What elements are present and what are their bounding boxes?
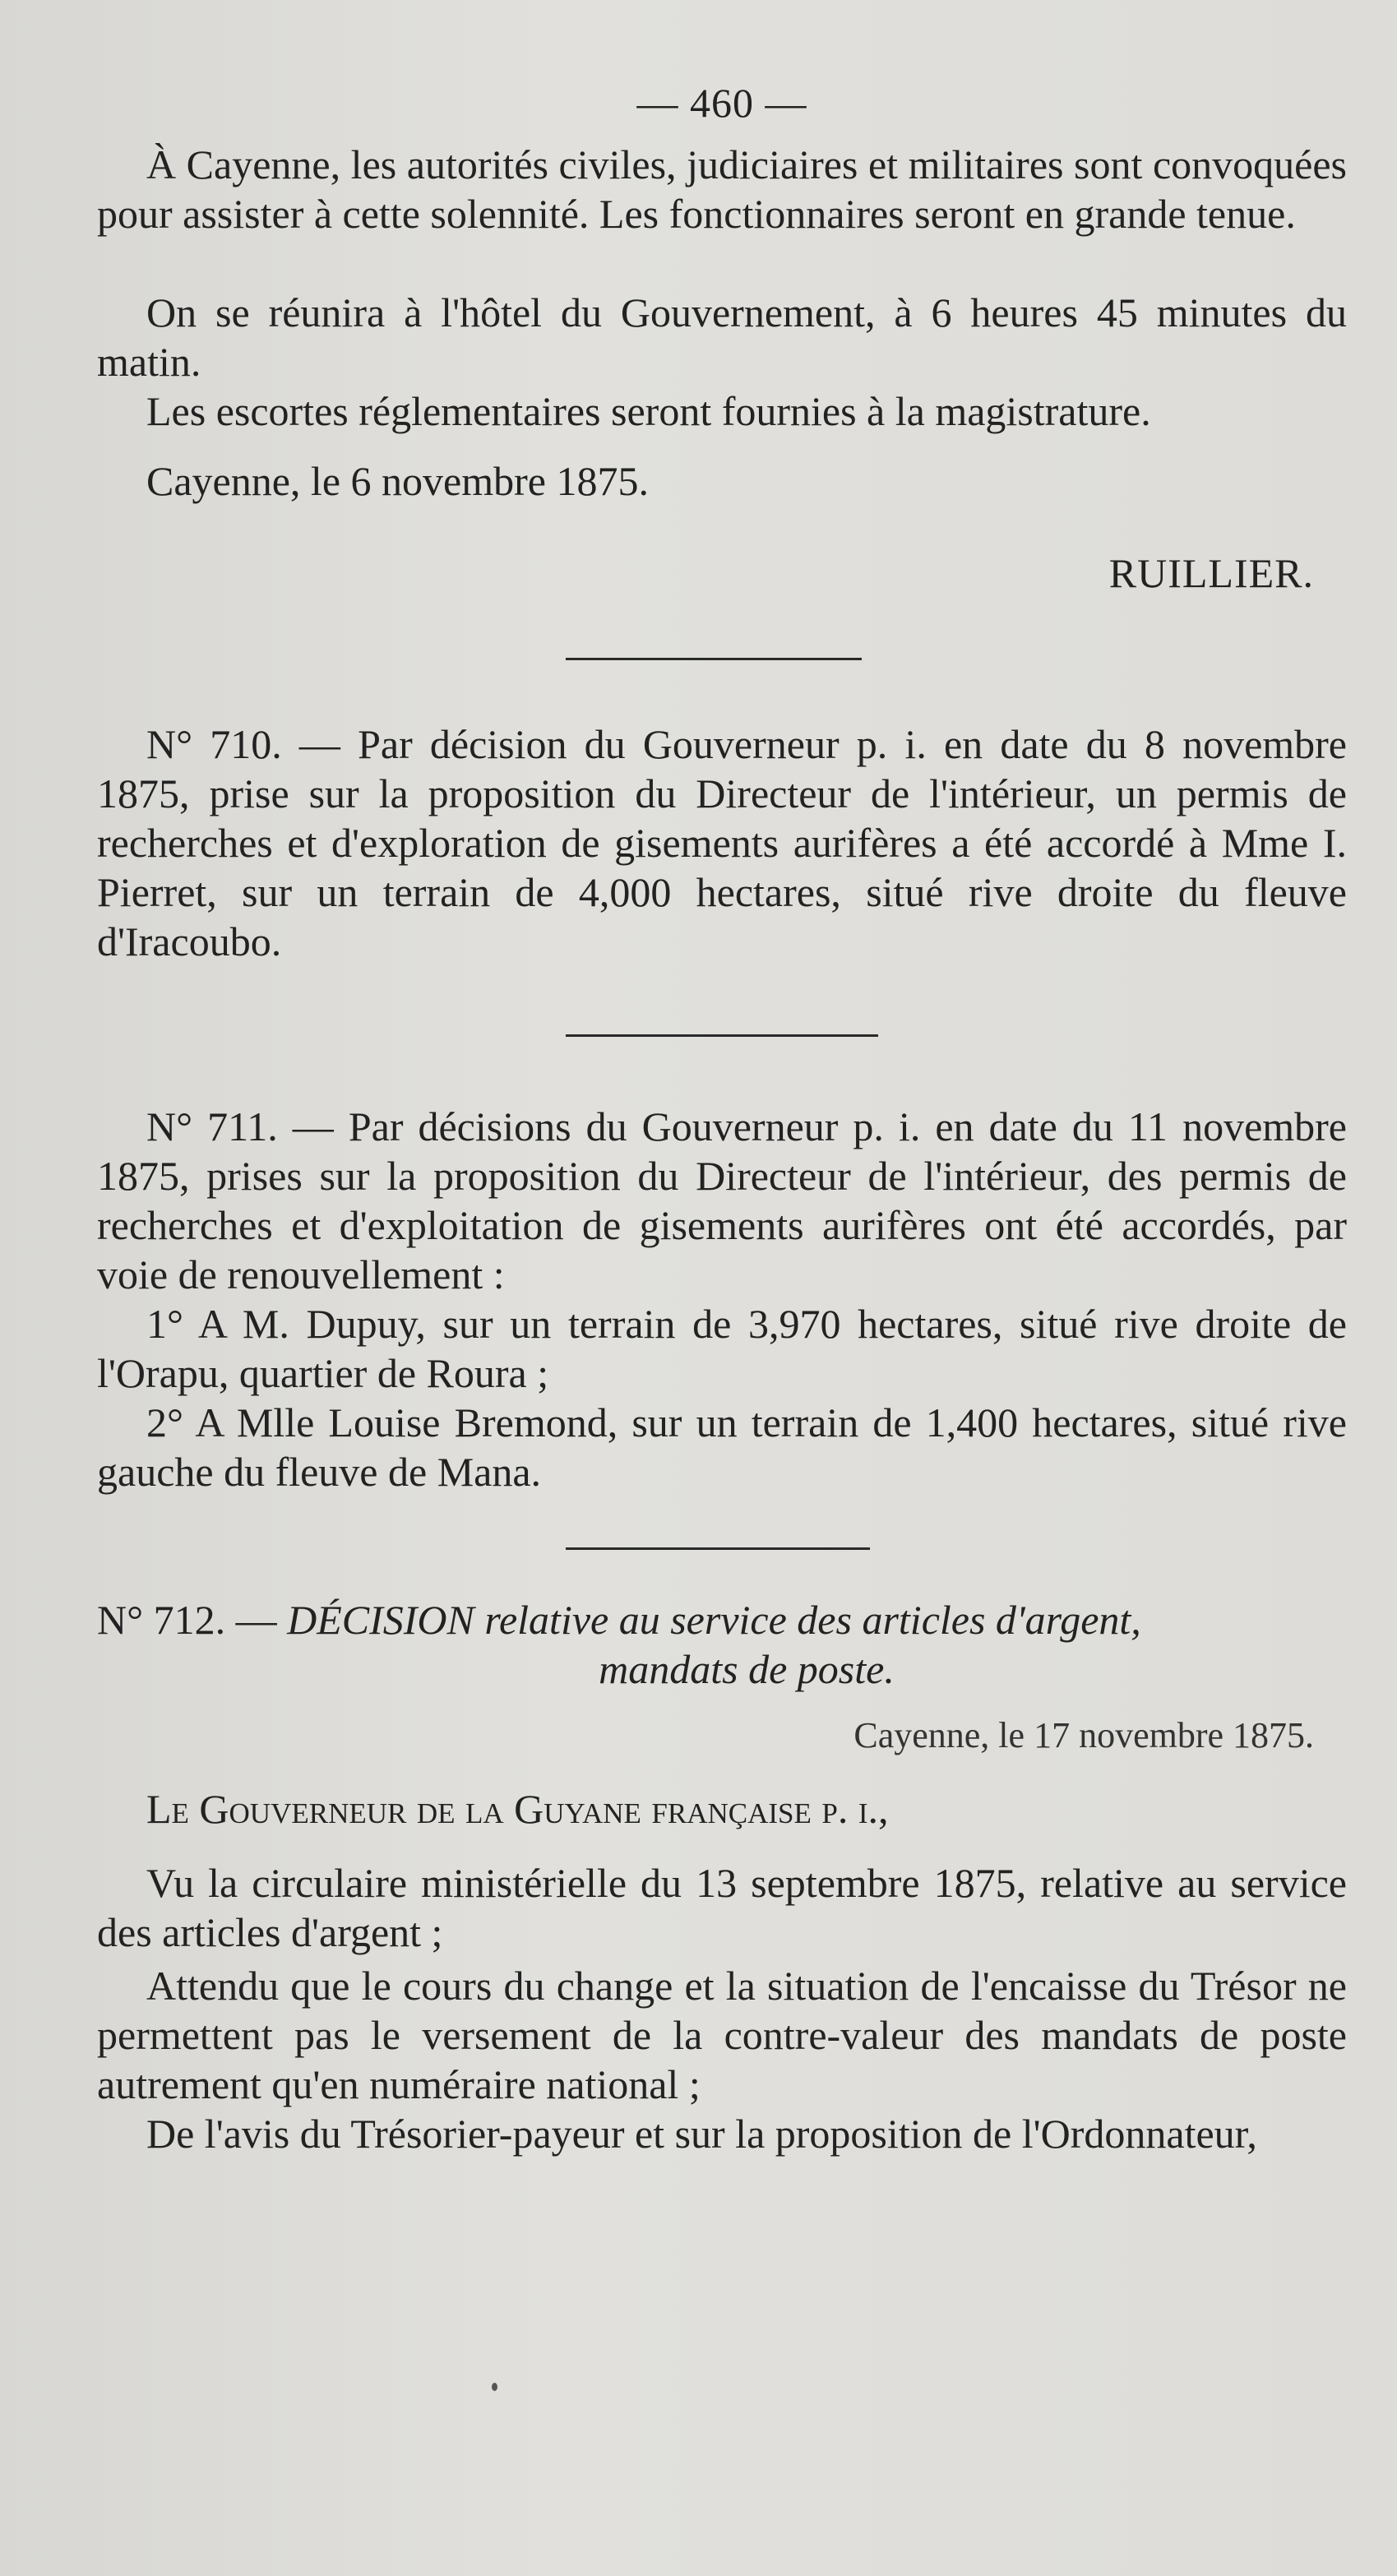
decision-712-vu: Vu la circulaire ministérielle du 13 septembre 1875, relative au service des articles d'argent ; [97, 1860, 1347, 1955]
section-divider [566, 658, 862, 660]
decision-712-avis: De l'avis du Trésorier-payeur et sur la proposition de l'Ordonnateur, [146, 2111, 1257, 2157]
paragraph-gathering-time: On se réunira à l'hôtel du Gouvernement, à 6 heures 45 minutes du matin. [97, 289, 1347, 385]
list-item-bremond: 2° A Mlle Louise Bremond, sur un terrain de 1,400 hectares, situé rive gauche du fleuve de Mana. [97, 1399, 1347, 1495]
decision-712-dateline: Cayenne, le 17 novembre 1875. [853, 1715, 1314, 1755]
decision-712-number: N° 712. — [97, 1597, 288, 1643]
decision-712-heading: DÉCISION relative au service des articles d'argent, [287, 1597, 1141, 1643]
decision-712-attendu: Attendu que le cours du change et la situation de l'encaisse du Trésor ne permettent pas le versement de la contre-valeur des mandats de poste autrement qu'en numéraire national ; [97, 1963, 1347, 2107]
decision-712-subheading: mandats de poste. [599, 1646, 895, 1692]
decision-712-title [97, 1595, 1347, 1694]
paragraph-escorts: Les escortes réglementaires seront fournies à la magistrature. [146, 388, 1151, 434]
paragraph-date-place: Cayenne, le 6 novembre 1875. [146, 458, 649, 504]
ink-speck [492, 2383, 497, 2391]
list-item-dupuy: 1° A M. Dupuy, sur un terrain de 3,970 hectares, situé rive droite de l'Orapu, quartier de Roura ; [97, 1301, 1347, 1396]
paragraph-decision-710: N° 710. — Par décision du Gouverneur p. i. en date du 8 novembre 1875, prise sur la proposition du Directeur de l'intérieur, un permis de recherches et d'exploration de gisements aurifères a été accordé à Mme I. Pierret, sur un terrain de 4,000 hectares, situé rive droite du fleuve d'Iracoubo. [97, 721, 1347, 964]
section-divider [566, 1547, 870, 1550]
paragraph-decision-711: N° 711. — Par décisions du Gouverneur p. i. en date du 11 novembre 1875, prises sur la proposition du Directeur de l'intérieur, des permis de recherches et d'exploitation de gisements aurifères ont été accordés, par voie de renouvellement : [97, 1103, 1347, 1297]
page-number: — 460 — [636, 80, 807, 126]
section-divider [566, 1034, 878, 1037]
decision-712-opening: Le Gouverneur de la Guyane française p. i., [146, 1786, 889, 1832]
signature-ruillier: RUILLIER. [1108, 550, 1314, 596]
paragraph-cayenne-authorities: À Cayenne, les autorités civiles, judiciaires et militaires sont convoquées pour assister à cette solennité. Les fonctionnaires seront en grande tenue. [97, 141, 1347, 237]
